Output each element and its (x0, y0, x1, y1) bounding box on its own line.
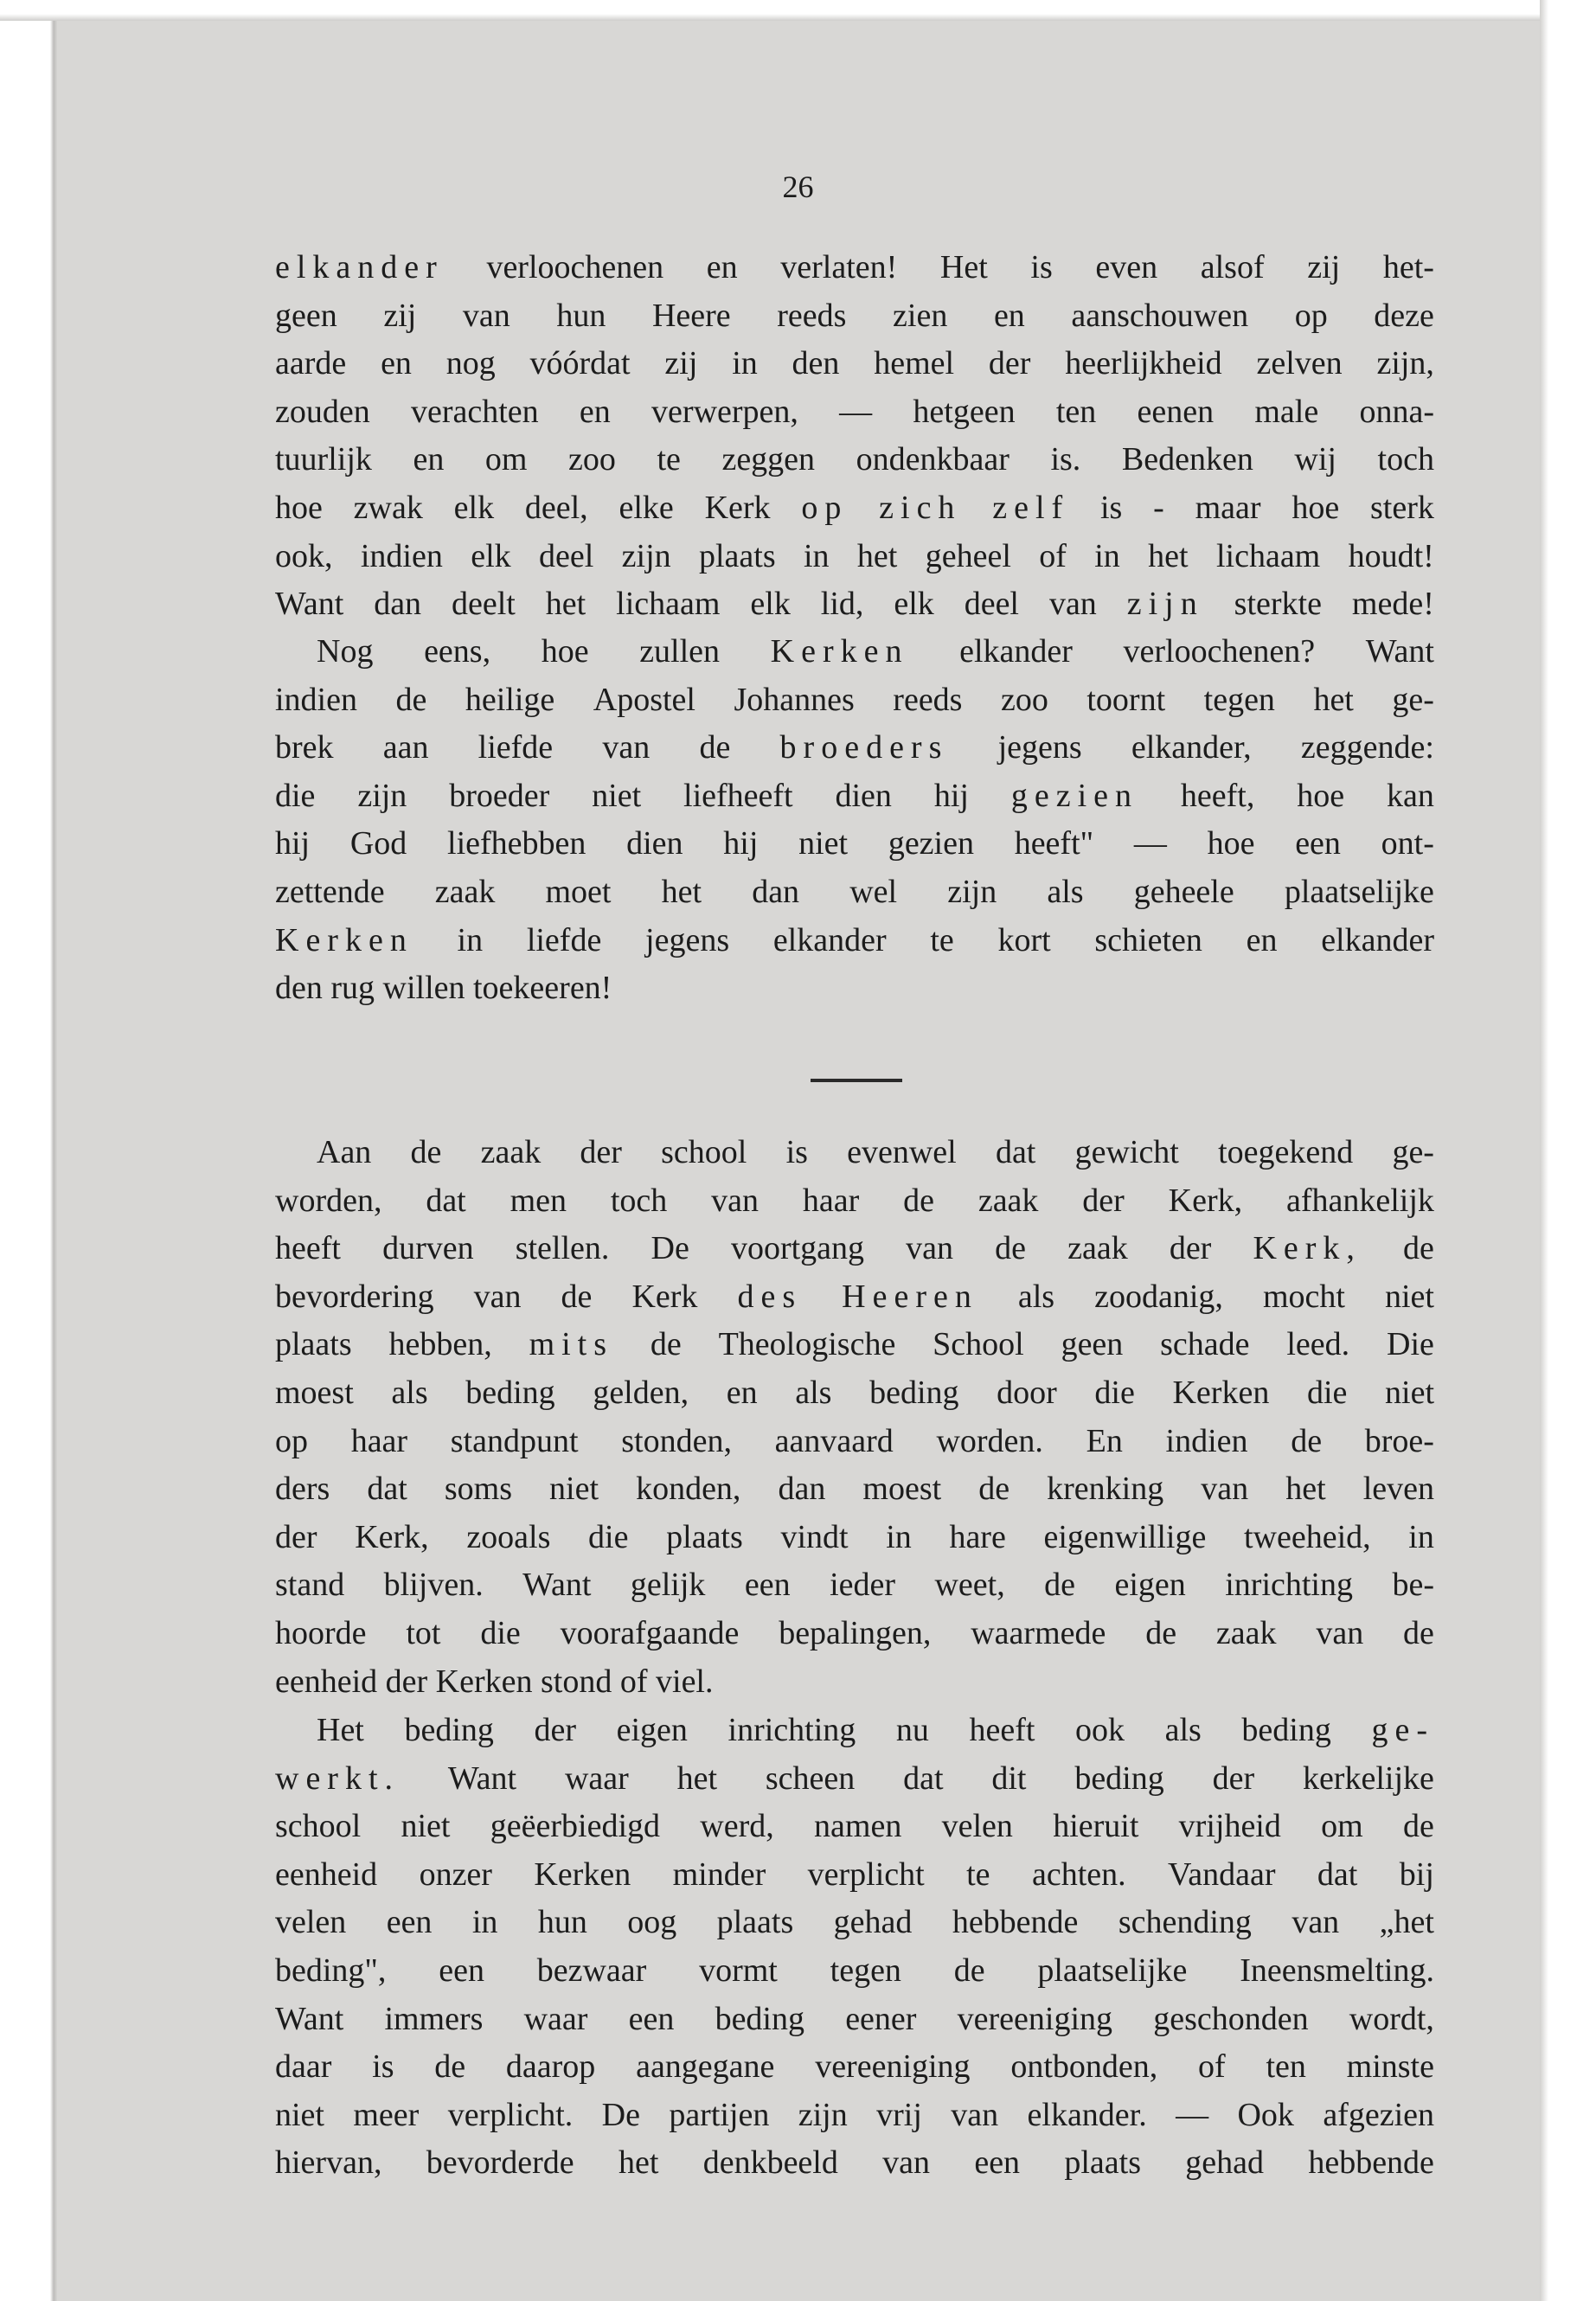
scan-right-edge (1540, 0, 1596, 2301)
text-line: ders dat soms niet konden, dan moest de krenking van het leven (275, 1471, 1434, 1508)
paragraph-2 (275, 628, 1434, 1013)
text-line: beding", een bezwaar vormt tegen de plaatselijke Ineensmelting. (275, 1952, 1434, 1989)
text-line: hoorde tot die voorafgaande bepalingen, waarmede de zaak van de (275, 1614, 1434, 1651)
text-line: Kerken in liefde jegens elkander te kort schieten en elkander (275, 921, 1434, 958)
text-line: geen zij van hun Heere reeds zien en aanschouwen op deze (275, 297, 1434, 334)
text-line: Want dan deelt het lichaam elk lid, elk deel van zijn sterkte mede! (275, 586, 1434, 623)
text-line: Het beding der eigen inrichting nu heeft ook als beding ge- (317, 1712, 1434, 1748)
text-line: worden, dat men toch van haar de zaak der Kerk, afhankelijk (275, 1182, 1434, 1219)
text-line: aarde en nog vóórdat zij in den hemel der heerlijkheid zelven zijn, (275, 345, 1434, 382)
text-line: zouden verachten en verwerpen, — hetgeen ten eenen male onna- (275, 393, 1434, 430)
text-line: hoe zwak elk deel, elke Kerk op zich zelf is - maar hoe sterk (275, 489, 1434, 526)
text-line: op haar standpunt stonden, aanvaard worden. En indien de broe- (275, 1422, 1434, 1459)
text-line: plaats hebben, mits de Theologische School geen schade leed. Die (275, 1326, 1434, 1363)
text-line: hiervan, bevorderde het denkbeeld van een plaats gehad hebbende (275, 2144, 1434, 2182)
text-line: daar is de daarop aangegane vereeniging ontbonden, of ten minste (275, 2048, 1434, 2086)
text-line: velen een in hun oog plaats gehad hebbende schending van „het (275, 1904, 1434, 1941)
text-line: die zijn broeder niet liefheeft dien hij gezien heeft, hoe kan (275, 777, 1434, 814)
text-line: hij God liefhebben dien hij niet gezien heeft" — hoe een ont- (275, 825, 1434, 862)
paragraph-1 (275, 244, 1434, 629)
text-line: school niet geëerbiedigd werd, namen velen hieruit vrijheid om de (275, 1808, 1434, 1845)
text-line: der Kerk, zooals die plaats vindt in hare eigenwillige tweeheid, in (275, 1518, 1434, 1555)
text-line: Aan de zaak der school is evenwel dat gewicht toegekend ge- (317, 1134, 1434, 1170)
text-line: ook, indien elk deel zijn plaats in het geheel of in het lichaam houdt! (275, 537, 1434, 574)
scan-left-edge (0, 0, 57, 2301)
text-line: stand blijven. Want gelijk een ieder weet, de eigen inrichting be- (275, 1567, 1434, 1604)
text-line: elkander verloochenen en verlaten! Het is even alsof zij het- (275, 249, 1434, 285)
text-line: den rug willen toekeeren! (275, 970, 612, 1007)
text-line: zettende zaak moet het dan wel zijn als geheele plaatselijke (275, 873, 1434, 910)
text-line: heeft durven stellen. De voortgang van de zaak der Kerk, de (275, 1230, 1434, 1267)
text-line: eenheid onzer Kerken minder verplicht te achten. Vandaar dat bij (275, 1856, 1434, 1893)
page-number: 26 (782, 170, 814, 204)
paragraph-4 (275, 1707, 1434, 2188)
text-line: moest als beding gelden, en als beding door die Kerken die niet (275, 1374, 1434, 1411)
text-line: tuurlijk en om zoo te zeggen ondenkbaar is. Bedenken wij toch (275, 441, 1434, 478)
scan-top-edge (0, 0, 1596, 21)
text-line: werkt. Want waar het scheen dat dit beding der kerkelijke (275, 1759, 1434, 1797)
text-line: bevordering van de Kerk des Heeren als zoodanig, mocht niet (275, 1278, 1434, 1315)
text-line: eenheid der Kerken stond of viel. (275, 1663, 714, 1700)
text-line: indien de heilige Apostel Johannes reeds zoo toornt tegen het ge- (275, 681, 1434, 718)
text-line: Nog eens, hoe zullen Kerken elkander verloochenen? Want (317, 633, 1434, 670)
paragraph-3 (275, 1129, 1434, 1706)
text-line: niet meer verplicht. De partijen zijn vrij van elkander. — Ook afgezien (275, 2096, 1434, 2133)
text-line: brek aan liefde van de broeders jegens elkander, zeggende: (275, 729, 1434, 766)
text-line: Want immers waar een beding eener vereeniging geschonden wordt, (275, 2000, 1434, 2037)
section-divider (811, 1079, 902, 1082)
